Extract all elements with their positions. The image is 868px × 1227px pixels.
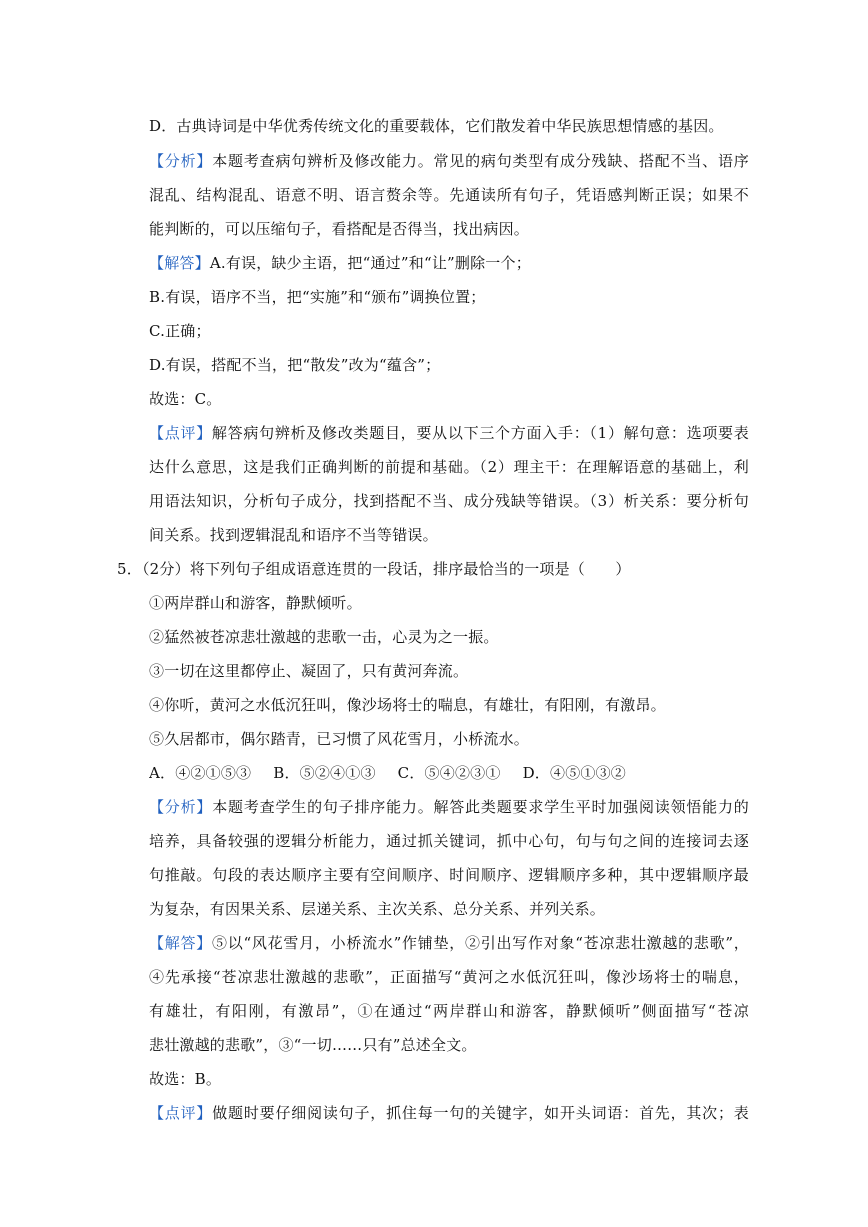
q5-comment-text-1: 做题时要仔细阅读句子，抓住每一句的关键字，如开头词语：首先，其次；表	[212, 1104, 749, 1122]
answer-text-5: 故选：C。	[149, 390, 222, 408]
q5-analysis-text-3: 句推敲。句段的表达顺序主要有空间顺序、时间顺序、逻辑顺序多种，其中逻辑顺序最	[149, 866, 749, 884]
q5-analysis-line-3	[149, 865, 749, 885]
answer-line-5	[149, 389, 749, 409]
answer-line-3	[149, 321, 749, 341]
q5-answer-line-1	[149, 933, 749, 953]
analysis-line-2	[149, 185, 749, 205]
sentence-3-text: ③一切在这里都停止、凝固了，只有黄河奔流。	[149, 662, 469, 680]
question-5-stem	[117, 559, 757, 579]
q5-analysis-line-2	[149, 831, 749, 851]
sentence-4-text: ④你听，黄河之水低沉狂叫，像沙场将士的喘息，有雄壮，有阳刚，有激昂。	[149, 696, 666, 714]
q5-analysis-text-1: 本题考查学生的句子排序能力。解答此类题要求学生平时加强阅读领悟能力的	[212, 798, 749, 816]
sentence-2-text: ②猛然被苍凉悲壮激越的悲歌一击，心灵为之一振。	[149, 628, 499, 646]
analysis-text-2: 混乱、结构混乱、语意不明、语言赘余等。先通读所有句子，凭语感判断正误；如果不	[149, 186, 749, 204]
comment-tag: 【点评】	[149, 424, 212, 442]
q5-answer-text-5: 故选：B。	[149, 1070, 222, 1088]
answer-text-2: B.有误，语序不当，把“实施”和“颁布”调换位置；	[149, 288, 486, 306]
option-c: C．⑤④②③①	[397, 764, 501, 782]
option-a: A．④②①⑤③	[149, 764, 252, 782]
q5-answer-text-3: 有雄壮，有阳刚，有激昂”，①在通过“两岸群山和游客，静默倾听”侧面描写“苍凉	[149, 1002, 749, 1020]
answer-line-2	[149, 287, 749, 307]
sentence-1	[149, 593, 749, 613]
answer-line-4	[149, 355, 749, 375]
comment-line-4	[149, 525, 749, 545]
q5-comment-tag: 【点评】	[149, 1104, 213, 1122]
q5-answer-text-4: 悲壮激越的悲歌”，③“一切……只有”总述全文。	[149, 1036, 477, 1054]
answer-line-1	[149, 253, 749, 273]
q5-answer-line-4	[149, 1035, 749, 1055]
q5-answer-text-2: ④先承接“苍凉悲壮激越的悲歌”，正面描写“黄河之水低沉狂叫，像沙场将士的喘息，	[149, 968, 749, 986]
question-text: （2分）将下列句子组成语意连贯的一段话，排序最恰当的一项是（ ）	[141, 560, 631, 578]
q5-analysis-text-4: 为复杂，有因果关系、层递关系、主次关系、总分关系、并列关系。	[149, 900, 606, 918]
q5-answer-line-3	[149, 1001, 749, 1021]
analysis-line-1	[149, 151, 749, 171]
comment-line-1	[149, 423, 749, 443]
comment-text-4: 间关系。找到逻辑混乱和语序不当等错误。	[149, 526, 438, 544]
analysis-line-3	[149, 219, 749, 239]
option-d-line	[149, 116, 749, 136]
sentence-1-text: ①两岸群山和游客，静默倾听。	[149, 594, 362, 612]
q5-answer-line-2	[149, 967, 749, 987]
q5-answer-text-1: ⑤以“风花雪月，小桥流水”作铺垫，②引出写作对象“苍凉悲壮激越的悲歌”，	[212, 934, 749, 952]
q5-analysis-line-4	[149, 899, 749, 919]
sentence-5	[149, 729, 749, 749]
sentence-2	[149, 627, 749, 647]
sentence-4	[149, 695, 749, 715]
analysis-text-3: 能判断的，可以压缩句子，看搭配是否得当，找出病因。	[149, 220, 530, 238]
question-number: 5．	[117, 560, 142, 578]
choice-options	[149, 763, 749, 783]
analysis-text-1: 本题考查病句辨析及修改能力。常见的病句类型有成分残缺、搭配不当、语序	[212, 152, 749, 170]
analysis-tag: 【分析】	[149, 152, 213, 170]
comment-text-3: 用语法知识，分析句子成分，找到搭配不当、成分残缺等错误。（3）析关系：要分析句	[149, 492, 749, 510]
q5-analysis-line-1	[149, 797, 749, 817]
q5-comment-line-1	[149, 1103, 749, 1123]
q5-analysis-tag: 【分析】	[149, 798, 213, 816]
answer-text-3: C.正确；	[149, 322, 211, 340]
q5-answer-line-5	[149, 1069, 749, 1089]
sentence-5-text: ⑤久居都市，偶尔踏青，已习惯了风花雪月，小桥流水。	[149, 730, 530, 748]
option-d-text: D．古典诗词是中华优秀传统文化的重要载体，它们散发着中华民族思想情感的基因。	[149, 117, 724, 135]
option-d: D．④⑤①③②	[522, 764, 626, 782]
answer-text-4: D.有误，搭配不当，把“散发”改为“蕴含”；	[149, 356, 441, 374]
comment-line-3	[149, 491, 749, 511]
comment-text-1: 解答病句辨析及修改类题目，要从以下三个方面入手：（1）解句意：选项要表	[211, 424, 749, 442]
comment-text-2: 达什么意思，这是我们正确判断的前提和基础。（2）理主干：在理解语意的基础上，利	[149, 458, 749, 476]
comment-line-2	[149, 457, 749, 477]
sentence-3	[149, 661, 749, 681]
option-b: B．⑤②④①③	[273, 764, 376, 782]
q5-analysis-text-2: 培养，具备较强的逻辑分析能力，通过抓关键词，抓中心句，句与句之间的连接词去逐	[149, 832, 749, 850]
answer-tag: 【解答】	[149, 254, 210, 272]
q5-answer-tag: 【解答】	[149, 934, 212, 952]
answer-text-1: A.有误，缺少主语，把“通过”和“让”删除一个；	[209, 254, 531, 272]
